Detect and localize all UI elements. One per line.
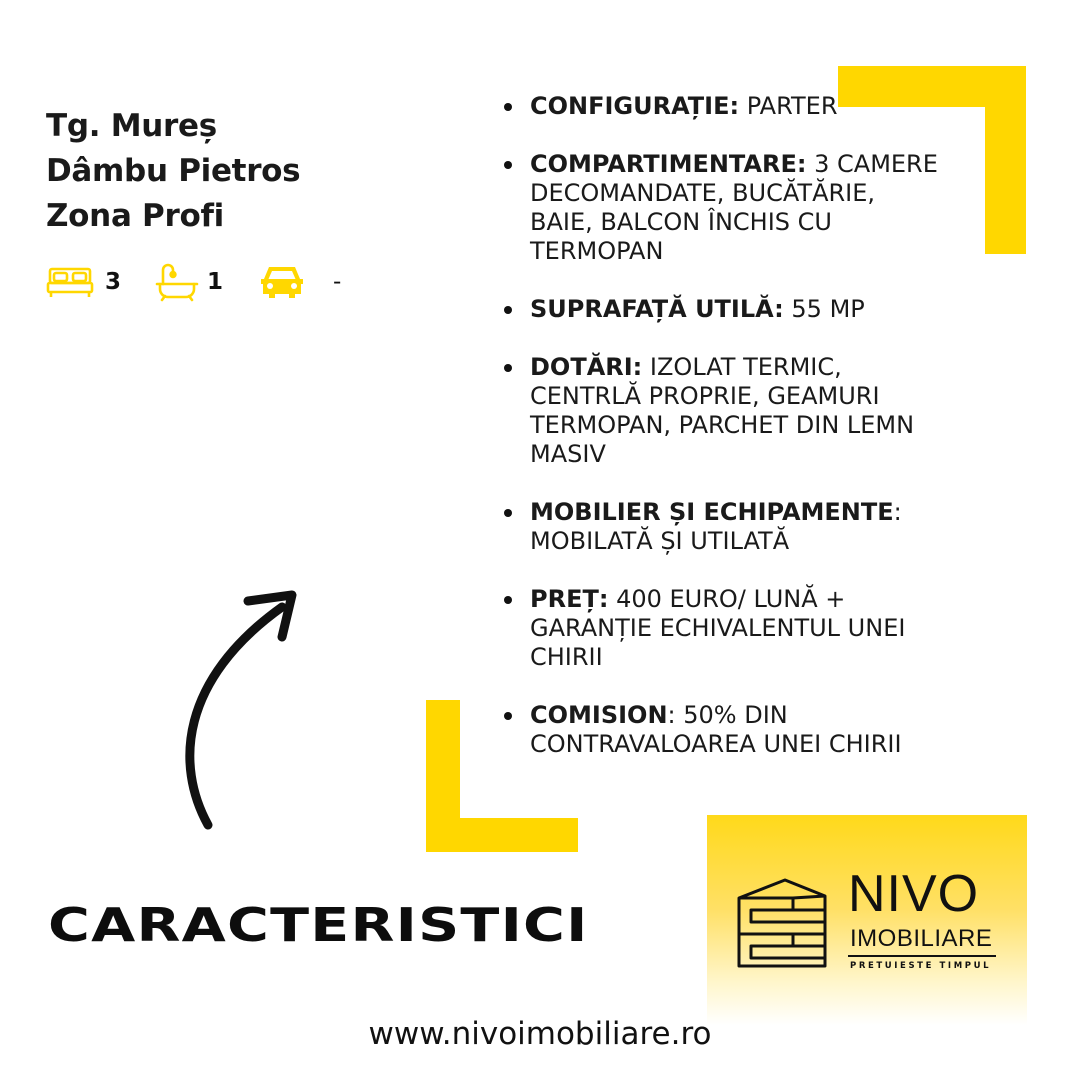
bedrooms-amenity	[46, 265, 121, 299]
address-zone: Zona Profi	[46, 198, 224, 234]
website-link[interactable]: www.nivoimobiliare.ro	[368, 1016, 712, 1052]
bathrooms-count: 1	[207, 269, 224, 295]
car-icon	[259, 262, 305, 302]
building-logo-icon	[733, 876, 833, 975]
bedrooms-count: 3	[105, 269, 122, 295]
bathtub-icon	[155, 262, 199, 302]
page-title: CARACTERISTICI	[48, 898, 589, 952]
bathrooms-amenity	[155, 262, 223, 302]
address-block	[46, 104, 300, 239]
bed-icon	[46, 265, 94, 299]
logo-divider	[848, 955, 996, 957]
list-item: SUPRAFAȚĂ UTILĂ: 55 MP	[500, 295, 940, 324]
list-item: MOBILIER ȘI ECHIPAMENTE: MOBILATĂ ȘI UTILATĂ	[500, 498, 940, 556]
address-neighborhood: Dâmbu Pietros	[46, 153, 301, 189]
parking-count: -	[333, 269, 342, 295]
arrow-icon	[170, 585, 310, 840]
address-city: Tg. Mureș	[46, 108, 217, 144]
logo-subtitle: IMOBILIARE	[850, 925, 993, 952]
list-item: DOTĂRI: IZOLAT TERMIC, CENTRLĂ PROPRIE, GEAMURI TERMOPAN, PARCHET DIN LEMN MASIV	[500, 353, 940, 469]
list-item: CONFIGURAȚIE: PARTER	[500, 92, 940, 121]
list-item: PREȚ: 400 EURO/ LUNĂ + GARANȚIE ECHIVALENTUL UNEI CHIRII	[500, 585, 940, 672]
features-list	[500, 92, 940, 788]
parking-amenity	[259, 262, 341, 302]
logo-name: NIVO	[848, 865, 980, 923]
logo-tagline: PRETUIESTE TIMPUL	[850, 961, 992, 971]
amenities-row	[46, 260, 341, 304]
list-item: COMISION: 50% DIN CONTRAVALOAREA UNEI CHIRII	[500, 701, 940, 759]
list-item: COMPARTIMENTARE: 3 CAMERE DECOMANDATE, BUCĂTĂRIE, BAIE, BALCON ÎNCHIS CU TERMOPAN	[500, 150, 940, 266]
